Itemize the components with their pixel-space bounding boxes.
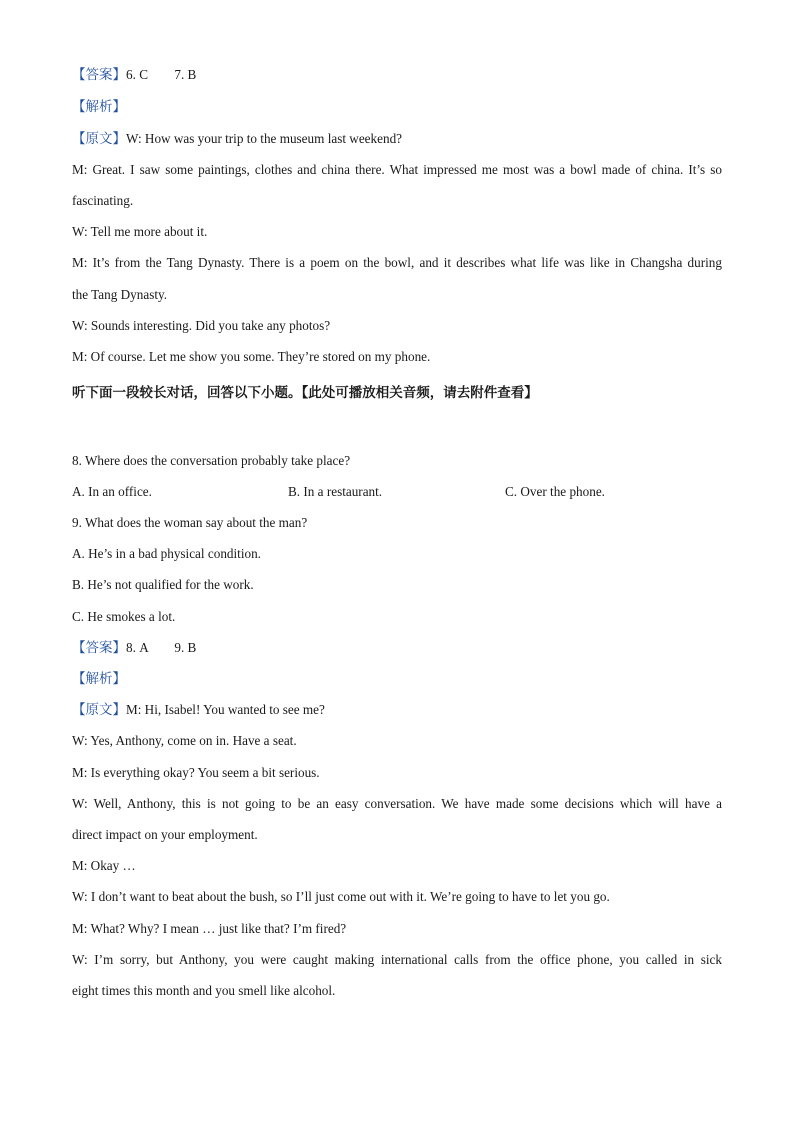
question-8-option-c: C. Over the phone. — [505, 484, 605, 499]
transcript-line: M: What? Why? I mean … just like that? I’m fired? — [72, 921, 347, 936]
question-9-option-c: C. He smokes a lot. — [72, 609, 176, 624]
answer-text: 6. C 7. B — [126, 67, 197, 82]
transcript-line: W: Yes, Anthony, come on in. Have a seat. — [72, 733, 297, 748]
question-9-option-a: A. He’s in a bad physical condition. — [72, 546, 261, 561]
listening-instruction: 听下面一段较长对话，回答以下小题。【此处可播放相关音频，请去附件查看】 — [72, 385, 538, 401]
answer-text: 8. A 9. B — [126, 640, 197, 655]
dialogue-text: M: Hi, Isabel! You wanted to see me? — [126, 702, 325, 717]
analysis-tag: 【解析】 — [72, 671, 126, 687]
question-9-stem: 9. What does the woman say about the man? — [72, 515, 308, 530]
dialogue-text: W: How was your trip to the museum last weekend? — [126, 131, 403, 146]
analysis-line-2 — [72, 670, 126, 688]
transcript-line: M: It’s from the Tang Dynasty. There is a poem on the bowl, and it describes what life was like in Changsha during — [72, 255, 722, 270]
transcript-line: the Tang Dynasty. — [72, 287, 168, 302]
question-8-stem: 8. Where does the conversation probably take place? — [72, 453, 351, 468]
original-tag: 【原文】 — [72, 702, 126, 718]
transcript-line: W: Sounds interesting. Did you take any photos? — [72, 318, 331, 333]
transcript-line: W: I don’t want to beat about the bush, so I’ll just come out with it. We’re going to have to let you go. — [72, 889, 610, 904]
transcript-line — [72, 130, 402, 148]
question-8-option-b: B. In a restaurant. — [288, 484, 383, 499]
answer-tag: 【答案】 — [72, 640, 126, 656]
analysis-tag: 【解析】 — [72, 99, 126, 115]
transcript-line: W: Well, Anthony, this is not going to be an easy conversation. We have made some decisions which will have a — [72, 796, 722, 811]
answer-line-1 — [72, 66, 196, 84]
transcript-line: M: Of course. Let me show you some. They’re stored on my phone. — [72, 349, 431, 364]
transcript-line: fascinating. — [72, 193, 134, 208]
answer-tag: 【答案】 — [72, 67, 126, 83]
question-9-option-b: B. He’s not qualified for the work. — [72, 577, 254, 592]
transcript-line: M: Is everything okay? You seem a bit serious. — [72, 765, 320, 780]
original-tag: 【原文】 — [72, 131, 126, 147]
transcript-line: W: I’m sorry, but Anthony, you were caught making international calls from the office phone, you called in sick — [72, 952, 722, 967]
analysis-line-1 — [72, 98, 126, 116]
transcript-line — [72, 701, 325, 719]
answer-line-2 — [72, 639, 196, 657]
question-8-option-a: A. In an office. — [72, 484, 152, 499]
transcript-line: W: Tell me more about it. — [72, 224, 208, 239]
transcript-line: direct impact on your employment. — [72, 827, 258, 842]
transcript-line: eight times this month and you smell like alcohol. — [72, 983, 336, 998]
transcript-line: M: Okay … — [72, 858, 136, 873]
transcript-line: M: Great. I saw some paintings, clothes and china there. What impressed me most was a bowl made of china. It’s so — [72, 162, 722, 177]
